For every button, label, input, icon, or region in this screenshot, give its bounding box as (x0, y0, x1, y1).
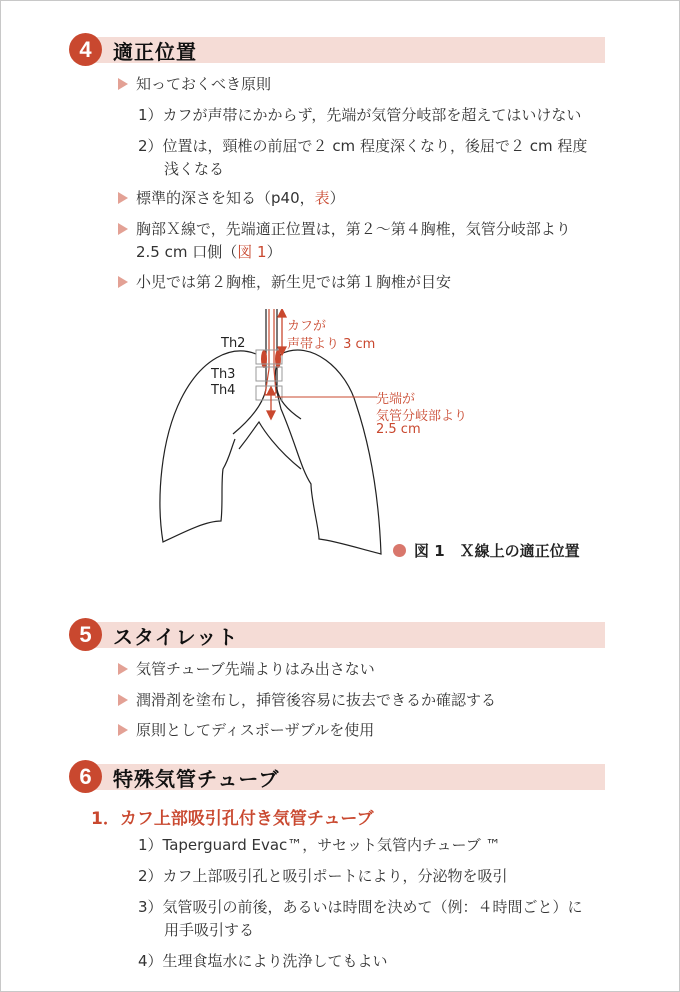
vertebra-label-th4: Th4 (211, 383, 236, 398)
bullet-text: 潤滑剤を塗布し，挿管後容易に抜去できるか確認する (136, 691, 497, 709)
bullet-text: 小児では第２胸椎，新生児では第１胸椎が目安 (136, 273, 452, 291)
triangle-bullet-icon (118, 78, 128, 90)
numbered-item: 1）カフが声帯にかからず，先端が気管分岐部を超えてはいけない (138, 106, 582, 124)
lung-xray-diagram (151, 309, 511, 559)
triangle-bullet-icon (118, 192, 128, 204)
bullet-text: 2.5 cm 口側（ (136, 243, 238, 261)
numbered-item: 1）Taperguard Evac™，サセット気管内チューブ ™ (138, 836, 501, 854)
cuff-annotation-line2: 声帯より 3 cm (287, 337, 376, 352)
triangle-bullet-icon (118, 223, 128, 235)
bullet-item (118, 658, 375, 679)
bullet-item (118, 271, 451, 292)
bullet-item (118, 187, 345, 208)
bullet-text: 標準的深さを知る（p40， (136, 189, 315, 207)
figure-reference-link[interactable]: 図 1 (237, 243, 267, 261)
bullet-text: 知っておくべき原則 (136, 75, 272, 93)
section-title: スタイレット (113, 625, 239, 649)
numbered-item: 4）生理食塩水により洗浄してもよい (138, 952, 388, 970)
tip-annotation-line3: 2.5 cm (376, 422, 421, 437)
vertebra-label-th2: Th2 (221, 336, 246, 351)
numbered-item: 2）位置は，頸椎の前屈で２ cm 程度深くなり，後屈で２ cm 程度 (138, 137, 588, 155)
tip-annotation-line1: 先端が (376, 392, 416, 407)
section-title: 特殊気管チューブ (113, 767, 280, 791)
triangle-bullet-icon (118, 663, 128, 675)
triangle-bullet-icon (118, 276, 128, 288)
cuff-annotation-line1: カフが (287, 319, 327, 334)
subsection-heading: 1．カフ上部吸引孔付き気管チューブ (91, 809, 374, 829)
caption-text: 図 1 Ｘ線上の適正位置 (414, 542, 580, 560)
section-4-header (69, 33, 605, 65)
bullet-text: 原則としてディスポーザブルを使用 (136, 721, 375, 739)
bullet-item (118, 719, 374, 740)
section-6-header (69, 760, 605, 792)
vertebra-label-th3: Th3 (211, 367, 236, 382)
triangle-bullet-icon (118, 694, 128, 706)
section-number-badge: 4 (69, 33, 102, 66)
numbered-item-continuation: 用手吸引する (164, 921, 255, 939)
triangle-bullet-icon (118, 724, 128, 736)
table-reference-link[interactable]: 表 (314, 189, 330, 207)
numbered-item-continuation: 浅くなる (164, 160, 225, 178)
numbered-item: 3）気管吸引の前後，あるいは時間を決めて（例：４時間ごと）に (138, 898, 583, 916)
section-title: 適正位置 (113, 40, 197, 64)
numbered-item: 2）カフ上部吸引孔と吸引ポートにより，分泌物を吸引 (138, 867, 508, 885)
bullet-item (118, 218, 571, 239)
tip-annotation-line2: 気管分岐部より (376, 409, 468, 424)
bullet-text: ） (329, 189, 345, 207)
bullet-text: 気管チューブ先端よりはみ出さない (136, 660, 375, 678)
bullet-continuation (136, 241, 282, 262)
bullet-text: 胸部Ｘ線で，先端適正位置は，第２～第４胸椎，気管分岐部より (136, 220, 571, 238)
section-number-badge: 6 (69, 760, 102, 793)
bullet-item (118, 689, 496, 710)
figure-caption (393, 540, 580, 561)
caption-dot-icon (393, 544, 406, 557)
bullet-text: ） (266, 243, 282, 261)
bullet-item (118, 73, 271, 94)
section-5-header (69, 618, 605, 650)
section-number-badge: 5 (69, 618, 102, 651)
